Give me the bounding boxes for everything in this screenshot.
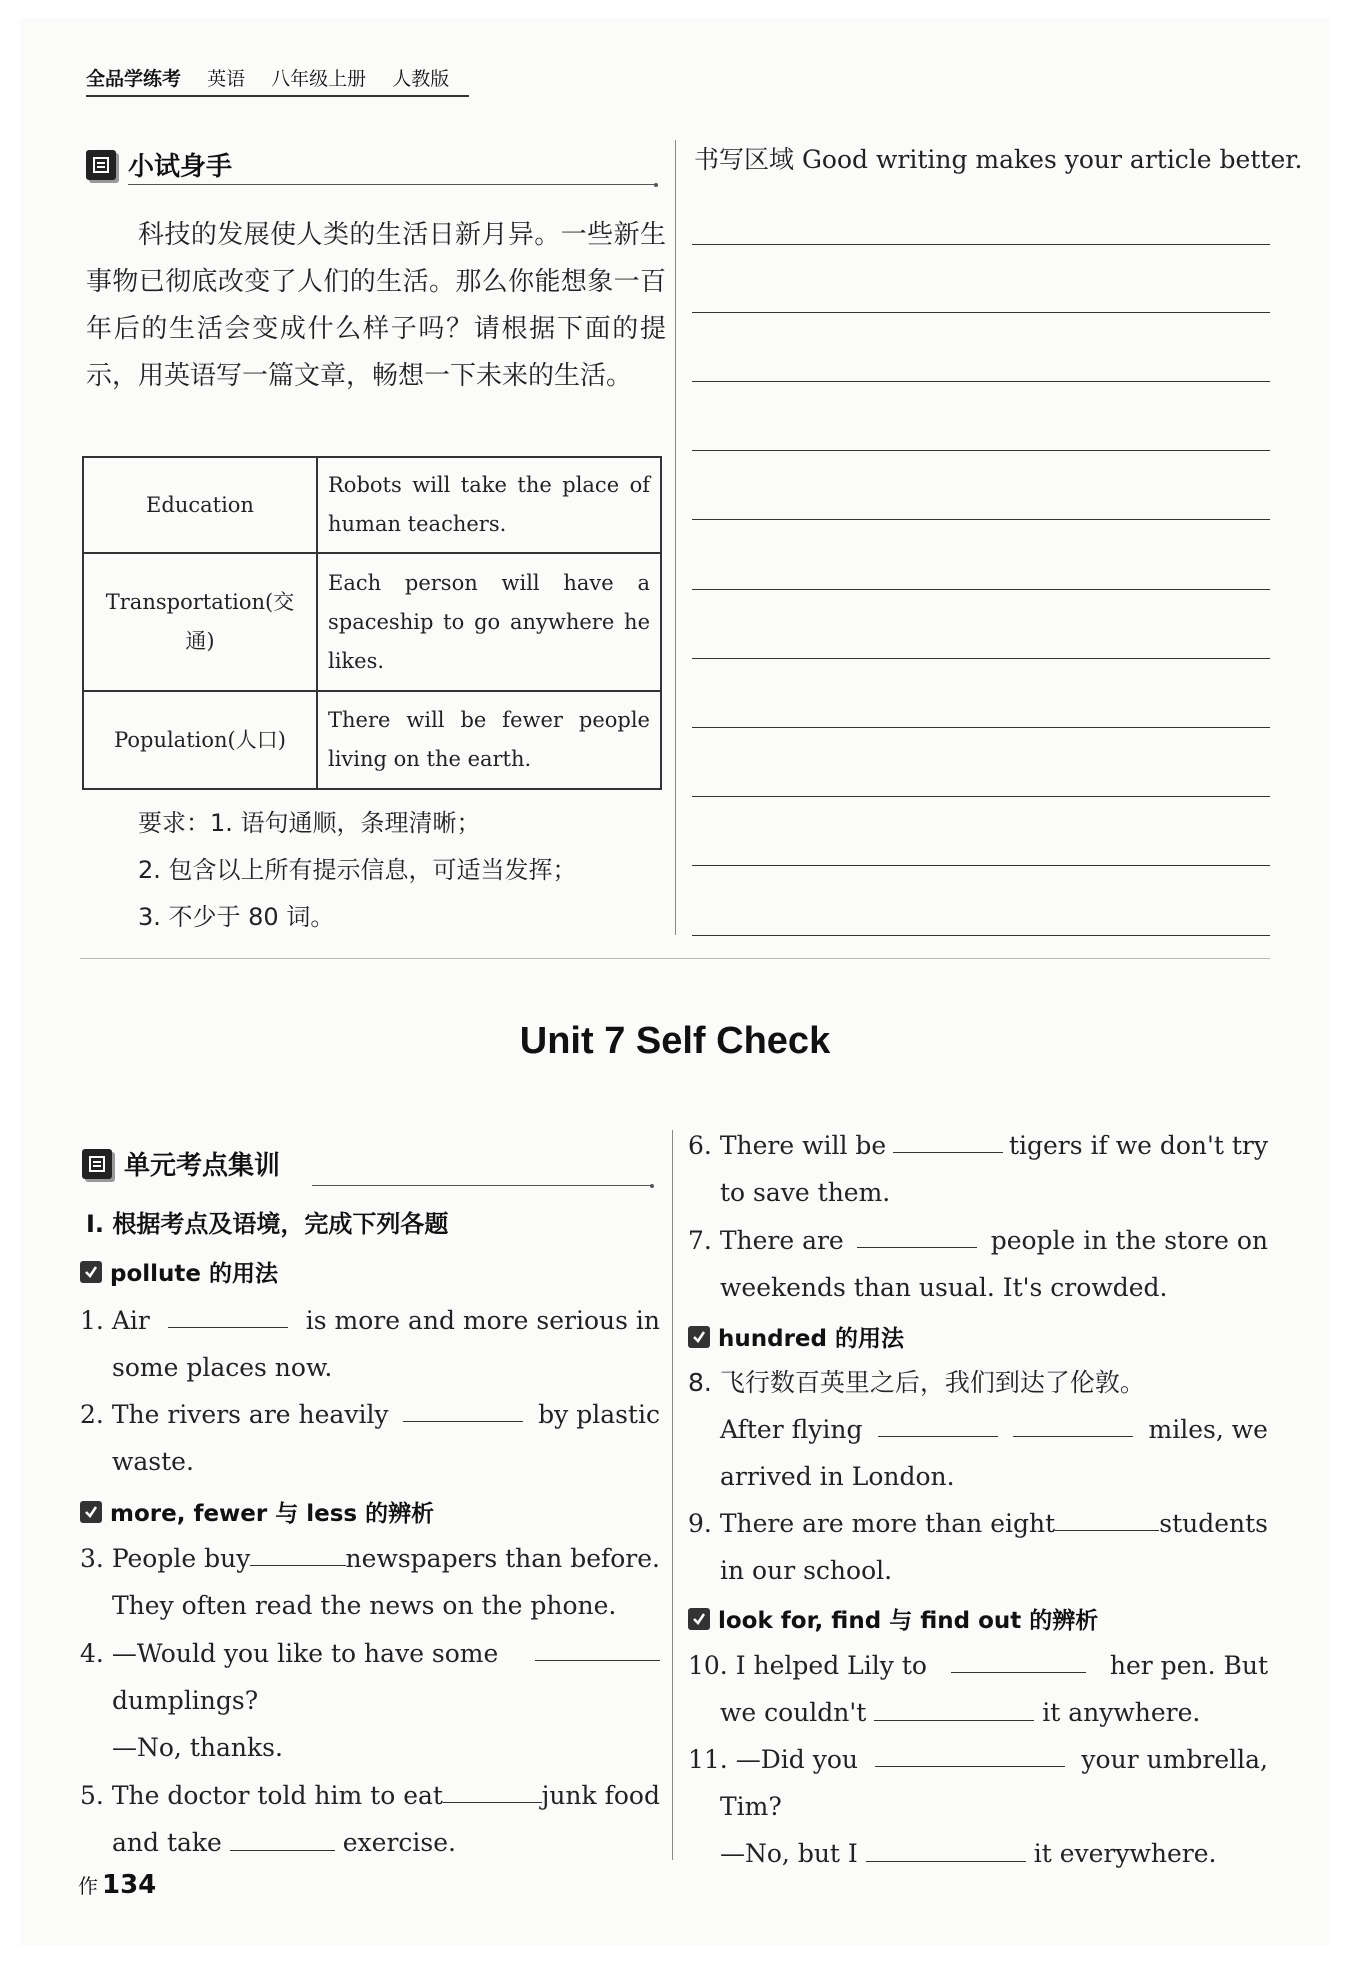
- kp-text: look for, find 与 find out 的辨析: [718, 1608, 1099, 1634]
- q-text: tigers if we don't try: [1008, 1131, 1268, 1160]
- q-text: weekends than usual. It's crowded.: [720, 1273, 1168, 1302]
- writing-area-title: 书写区域 Good writing makes your article better.: [694, 145, 1303, 174]
- answer-blank[interactable]: [250, 1535, 345, 1566]
- q-text: in our school.: [720, 1556, 893, 1585]
- writing-line[interactable]: [692, 589, 1270, 590]
- part-title: Ⅰ. 根据考点及语境，完成下列各题: [86, 1210, 449, 1238]
- question-9: [688, 1500, 1268, 1594]
- q-num: 6.: [688, 1131, 712, 1160]
- q-text: —Would you like to have some: [111, 1639, 499, 1668]
- column-divider: [672, 1130, 673, 1860]
- q-text: miles, we: [1148, 1415, 1268, 1444]
- writing-line[interactable]: [692, 244, 1270, 245]
- requirement-3: 3. 不少于 80 词。: [138, 903, 335, 931]
- section-rule: [312, 1185, 652, 1186]
- answer-blank[interactable]: [443, 1772, 542, 1803]
- grade: 八年级上册: [271, 68, 367, 90]
- table-hint: Each person will have a spaceship to go anywhere he likes.: [317, 553, 661, 691]
- check-icon: [80, 1261, 102, 1283]
- q-num: 8.: [688, 1368, 712, 1397]
- series-name: 全品学练考: [86, 68, 182, 90]
- q-text: your umbrella,: [1081, 1745, 1268, 1774]
- answer-blank[interactable]: [951, 1642, 1086, 1673]
- answer-blank[interactable]: [875, 1736, 1065, 1767]
- q-text: we couldn't: [720, 1698, 867, 1727]
- page-prefix: 作: [78, 1874, 98, 1898]
- writing-line[interactable]: [692, 519, 1270, 520]
- requirement-2: 2. 包含以上所有提示信息，可适当发挥；: [138, 856, 577, 884]
- q-text: arrived in London.: [720, 1462, 955, 1491]
- question-4: [80, 1630, 660, 1771]
- writing-line[interactable]: [692, 658, 1270, 659]
- book-icon: [86, 150, 116, 180]
- kp-text: more, fewer 与 less 的辨析: [110, 1501, 435, 1527]
- edition: 人教版: [392, 68, 450, 90]
- unit-practice-section-title: [82, 1145, 280, 1182]
- question-11: [688, 1736, 1268, 1877]
- q-text: —No, thanks.: [112, 1733, 283, 1762]
- prompt-table: [82, 456, 662, 790]
- q-text: to save them.: [720, 1178, 891, 1207]
- table-category: Education: [83, 457, 317, 553]
- writing-line[interactable]: [692, 727, 1270, 728]
- q-text: There are more than eight: [719, 1509, 1056, 1538]
- unit-title: Unit 7 Self Check: [519, 1020, 831, 1062]
- practice-title-text: 小试身手: [128, 152, 233, 182]
- section-rule: [128, 184, 656, 185]
- column-divider: [675, 140, 676, 935]
- kp-text: pollute 的用法: [110, 1261, 279, 1287]
- table-row: [83, 457, 661, 553]
- page-number-value: 134: [102, 1870, 157, 1900]
- q-text: I helped Lily to: [735, 1651, 927, 1680]
- knowledge-point-hundred: [688, 1320, 904, 1353]
- knowledge-point-pollute: [80, 1255, 278, 1288]
- question-10: [688, 1642, 1268, 1736]
- table-hint: There will be fewer people living on the earth.: [317, 691, 661, 789]
- q-num: 3.: [80, 1544, 104, 1573]
- q-num: 9.: [688, 1509, 712, 1538]
- q-text: People buy: [111, 1544, 251, 1573]
- q-num: 1.: [80, 1306, 104, 1335]
- question-1: [80, 1297, 660, 1391]
- practice-section-title: [86, 146, 232, 183]
- answer-blank[interactable]: [403, 1391, 523, 1422]
- requirements: [138, 800, 577, 941]
- answer-blank[interactable]: [168, 1297, 288, 1328]
- table-row: [83, 553, 661, 691]
- q-text: junk food: [541, 1781, 660, 1810]
- unit-practice-title-text: 单元考点集训: [124, 1151, 281, 1181]
- subject: 英语: [207, 68, 246, 90]
- q-num: 5.: [80, 1781, 104, 1810]
- q-chinese: 飞行数百英里之后，我们到达了伦敦。: [719, 1368, 1145, 1397]
- answer-blank[interactable]: [878, 1406, 998, 1437]
- knowledge-point-more-fewer-less: [80, 1495, 434, 1528]
- writing-line[interactable]: [692, 450, 1270, 451]
- question-7: [688, 1217, 1268, 1311]
- writing-line[interactable]: [692, 381, 1270, 382]
- answer-blank[interactable]: [1013, 1406, 1133, 1437]
- answer-blank[interactable]: [857, 1217, 977, 1248]
- answer-blank[interactable]: [1055, 1500, 1159, 1531]
- q-text: After flying: [720, 1415, 863, 1444]
- check-icon: [688, 1608, 710, 1630]
- question-2: [80, 1391, 660, 1485]
- q-text: it everywhere.: [1033, 1839, 1217, 1868]
- q-num: 4.: [80, 1639, 104, 1668]
- q-text: There will be: [719, 1131, 887, 1160]
- table-hint: Robots will take the place of human teachers.: [317, 457, 661, 553]
- q-num: 11.: [688, 1745, 728, 1774]
- q-text: exercise.: [342, 1828, 456, 1857]
- q-text: waste.: [112, 1447, 194, 1476]
- question-3: [80, 1535, 660, 1629]
- table-category: Transportation(交通): [83, 553, 317, 691]
- question-6: [688, 1122, 1268, 1216]
- intro-text: 科技的发展使人类的生活日新月异。一些新生事物已彻底改变了人们的生活。那么你能想象一百年后的生活会变成什么样子吗？请根据下面的提示，用英语写一篇文章，畅想一下未来的生活。: [86, 220, 666, 391]
- writing-line[interactable]: [692, 865, 1270, 866]
- table-category: Population(人口): [83, 691, 317, 789]
- q-text: Air: [111, 1306, 150, 1335]
- q-num: 2.: [80, 1400, 104, 1429]
- writing-line[interactable]: [692, 312, 1270, 313]
- q-text: They often read the news on the phone.: [112, 1591, 617, 1620]
- q-text: by plastic: [538, 1400, 660, 1429]
- writing-line[interactable]: [692, 796, 1270, 797]
- answer-blank[interactable]: [893, 1122, 1003, 1153]
- q-num: 10.: [688, 1651, 728, 1680]
- question-8: [688, 1359, 1268, 1500]
- q-text: people in the store on: [990, 1226, 1268, 1255]
- q-text: dumplings?: [112, 1686, 259, 1715]
- requirement-1: 要求：1. 语句通顺，条理清晰；: [138, 809, 481, 837]
- question-5: [80, 1772, 660, 1866]
- q-text: students: [1159, 1509, 1268, 1538]
- q-text: The doctor told him to eat: [111, 1781, 443, 1810]
- q-text: There are: [719, 1226, 844, 1255]
- q-text: is more and more serious in: [305, 1306, 660, 1335]
- section-separator: [80, 958, 1270, 959]
- q-text: some places now.: [112, 1353, 333, 1382]
- page-number: [78, 1870, 156, 1900]
- check-icon: [688, 1326, 710, 1348]
- answer-blank[interactable]: [535, 1630, 660, 1661]
- q-text: Tim?: [720, 1792, 782, 1821]
- q-text: and take: [112, 1828, 222, 1857]
- writing-line[interactable]: [692, 935, 1270, 936]
- answer-blank[interactable]: [230, 1820, 335, 1851]
- q-text: it anywhere.: [1042, 1698, 1201, 1727]
- q-num: 7.: [688, 1226, 712, 1255]
- check-icon: [80, 1501, 102, 1523]
- q-text: —Did you: [735, 1745, 858, 1774]
- q-text: her pen. But: [1109, 1651, 1268, 1680]
- answer-blank[interactable]: [866, 1831, 1026, 1862]
- table-row: [83, 691, 661, 789]
- practice-intro: [86, 212, 666, 400]
- answer-blank[interactable]: [874, 1690, 1034, 1721]
- kp-text: hundred 的用法: [718, 1326, 904, 1352]
- knowledge-point-look-for-find: [688, 1602, 1098, 1635]
- book-icon: [82, 1149, 112, 1179]
- q-text: newspapers than before.: [345, 1544, 660, 1573]
- q-text: —No, but I: [720, 1839, 858, 1868]
- running-header: [86, 64, 469, 97]
- q-text: The rivers are heavily: [111, 1400, 389, 1429]
